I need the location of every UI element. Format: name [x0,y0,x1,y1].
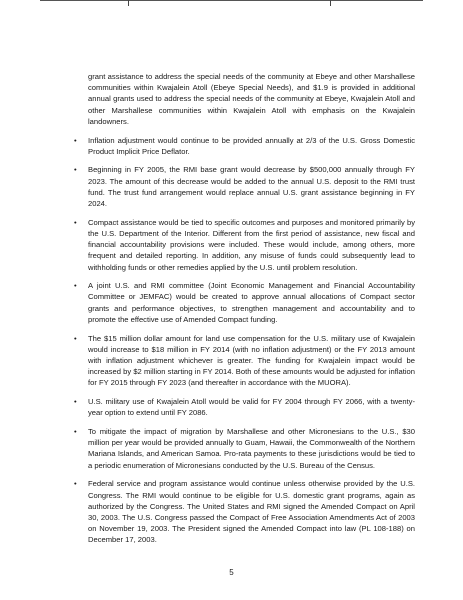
page-number: 5 [229,568,234,577]
bullet-text: Beginning in FY 2005, the RMI base grant would decrease by $500,000 annually through FY 2023. The amount of this decrease would be added to the annual U.S. deposit to the RMI trust fund. The trust fund arrangement would replace annual U.S. grant assistance beginning in FY 2024. [88,165,415,209]
top-tick-mark [330,0,331,6]
bullet-text: Federal service and program assistance would continue unless otherwise provided by the U.S. Congress. The RMI would continue to be eligible for U.S. domestic grant programs, again as authorized by the Congress. The United States and RMI signed the Amended Compact on April 30, 2003. The U.S. Congress passed the Compact of Free Association Amendments Act of 2003 on November 19, 2003. The President signed the Amended Compact into law (PL 108-188) on December 17, 2003. [88,479,415,545]
bullet-text: A joint U.S. and RMI committee (Joint Economic Management and Financial Accountability Committee or JEMFAC) would be created to approve annual allocations of Compact sector grants and performance objectives, to strengthen management and accountability and to promote the effective use of Amended Compact funding. [88,281,415,324]
bullet-text: Inflation adjustment would continue to be provided annually at 2/3 of the U.S. Gross Domestic Product Implicit Price Deflator. [88,135,415,156]
bullet-icon: • [74,426,77,436]
document-body [74,71,415,553]
bullet-text: The $15 million dollar amount for land use compensation for the U.S. military use of Kwajalein would increase to $18 million in FY 2014 (with no inflation adjustment) or the FY 2013 amount with inflation adjustment whichever is greater. The funding for Kwajalein impact would be increased by $2 million starting in FY 2014. Both of these amounts would be adjusted for inflation for FY 2015 through FY 2023 (and thereafter in accordance with the MUORA). [88,333,415,388]
bullet-item [74,478,415,545]
bullet-text: To mitigate the impact of migration by Marshallese and other Micronesians to the U.S., $30 million per year would be provided annually to Guam, Hawaii, the Commonwealth of the Northern Mariana Islands, and American Samoa. Pro-rata payments to these jurisdictions would be tied to a periodic enumeration of Micronesians conducted by the U.S. Bureau of the Census. [88,426,415,470]
bullet-icon: • [74,281,77,291]
intro-paragraph: grant assistance to address the special needs of the community at Ebeye and other Marshallese communities within Kwajalein Atoll (Ebeye Special Needs), and $1.9 is provided in additional annual grants used to address the special needs of the community at Ebeye, Kwajalein Atoll and other Marshallese communities within Kwajalein Atoll with emphasis on the Kwajalein landowners. [88,72,415,126]
bullet-item [74,426,415,471]
bullet-item [74,217,415,273]
bullet-icon: • [74,217,77,227]
bullet-icon: • [74,135,77,145]
bullet-item [74,135,415,157]
bullet-text: Compact assistance would be tied to specific outcomes and purposes and monitored primarily by the U.S. Department of the Interior. Different from the first period of assistance, new fiscal and financial accountability provisions were included. These would include, among others, more frequent and detailed reporting. In addition, any misuse of funds could subsequently lead to withholding funds or other remedies applied by the U.S. until problem resolution. [88,217,415,272]
bullet-text: U.S. military use of Kwajalein Atoll would be valid for FY 2004 through FY 2066, with a twenty-year option to extend until FY 2086. [88,397,415,418]
top-tick-mark [128,0,129,6]
bullet-icon: • [74,397,77,407]
bullet-item [74,280,415,325]
bullet-item [74,333,415,389]
bullet-icon: • [74,165,77,175]
bullet-item [74,164,415,209]
top-border-line [40,0,423,1]
bullet-item [74,396,415,418]
bullet-list [74,135,415,546]
bullet-icon: • [74,479,77,489]
bullet-icon: • [74,333,77,343]
